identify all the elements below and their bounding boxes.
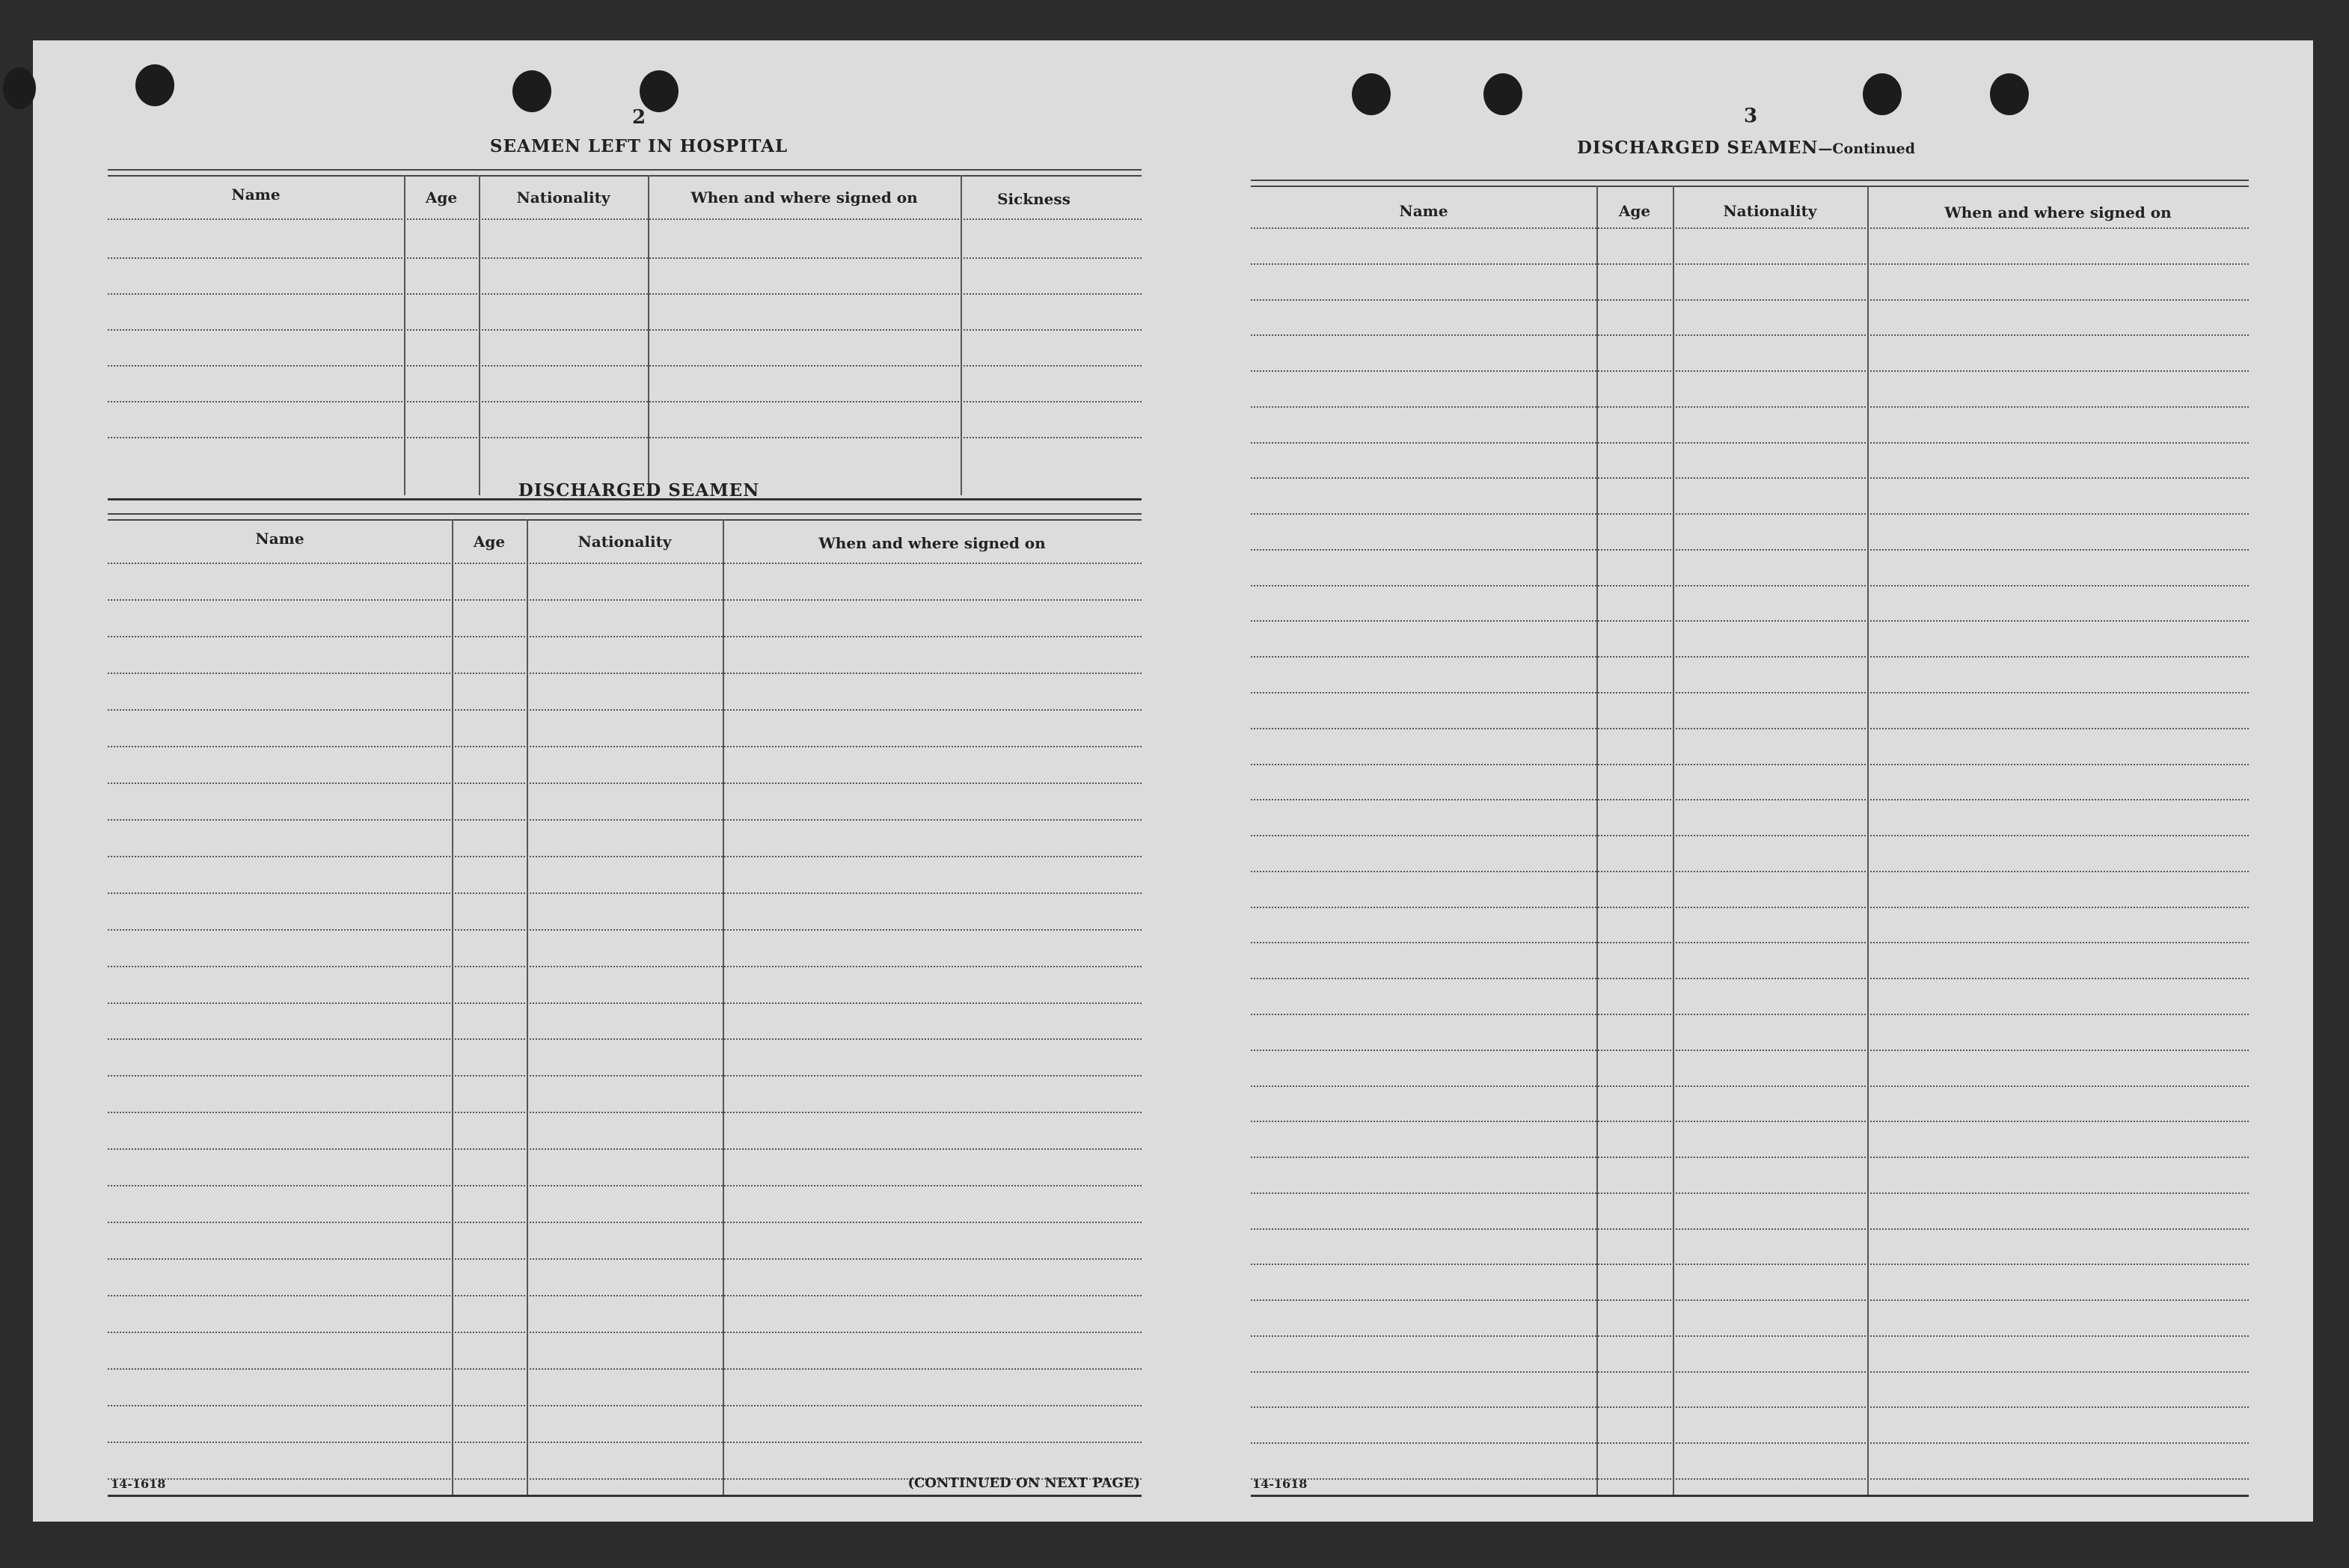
table-row (108, 1038, 1142, 1040)
column-header-age: Age (1618, 202, 1651, 220)
table-row (1251, 1085, 2249, 1087)
column-header-nationality: Nationality (1723, 202, 1817, 220)
table-row (1251, 1157, 2249, 1158)
section-title: DISCHARGED SEAMEN (518, 480, 760, 500)
table-row (1251, 1264, 2249, 1265)
discharged-table (108, 513, 1142, 1501)
section-title (1417, 138, 2075, 158)
table-row (1251, 263, 2249, 265)
table-row (1251, 585, 2249, 587)
form-number: 14-1618 (1252, 1477, 1308, 1491)
table-row (1251, 442, 2249, 444)
punch-hole-icon (512, 70, 551, 112)
table-row (1251, 620, 2249, 622)
table-row (108, 257, 1142, 259)
punch-hole-icon (1990, 73, 2029, 115)
column-header-name: Name (231, 186, 281, 203)
table-row (108, 819, 1142, 821)
table-row (108, 1332, 1142, 1333)
table-row (1251, 656, 2249, 658)
table-row (108, 1368, 1142, 1370)
table-row (108, 783, 1142, 784)
section-title: SEAMEN LEFT IN HOSPITAL (489, 136, 788, 156)
table-row (108, 709, 1142, 711)
column-header-nationality: Nationality (516, 189, 610, 206)
table-row (1251, 334, 2249, 336)
form-number: 14-1618 (111, 1477, 166, 1491)
table-row (108, 746, 1142, 747)
table-row (108, 892, 1142, 894)
table-row (1251, 370, 2249, 372)
table-row (108, 929, 1142, 931)
punch-hole-icon (1863, 73, 1902, 115)
table-row (108, 365, 1142, 367)
column-header-nationality: Nationality (578, 533, 672, 551)
column-header-signed-on: When and where signed on (690, 189, 918, 206)
table-row (1251, 728, 2249, 729)
table-row (1251, 299, 2249, 301)
table-row (1251, 1335, 2249, 1337)
table-row (1251, 764, 2249, 765)
ledger-spread (33, 40, 2313, 1522)
hospital-table (108, 169, 1142, 506)
table-row (1251, 871, 2249, 872)
table-row (1251, 799, 2249, 800)
page-number: 3 (1743, 105, 1758, 127)
section-title-text: DISCHARGED SEAMEN (1576, 138, 1819, 158)
table-row (108, 1185, 1142, 1186)
column-header-name: Name (255, 530, 304, 548)
table-row (1251, 1192, 2249, 1194)
table-row (108, 1295, 1142, 1296)
table-row (1251, 1121, 2249, 1122)
punch-hole-icon (1483, 73, 1522, 115)
page-number: 2 (631, 106, 646, 129)
table-row (1251, 549, 2249, 551)
table-row (1251, 942, 2249, 943)
table-row (1251, 1371, 2249, 1373)
table-row (1251, 1299, 2249, 1301)
table-row (1251, 978, 2249, 979)
table-row (108, 1112, 1142, 1113)
table-row (108, 1148, 1142, 1150)
table-row (1251, 1050, 2249, 1051)
table-row (108, 293, 1142, 295)
table-row (108, 437, 1142, 438)
table-row (108, 966, 1142, 967)
table-row (1251, 477, 2249, 479)
table-row (1251, 227, 2249, 229)
table-row (108, 218, 1142, 220)
column-header-age: Age (473, 533, 506, 551)
table-row (108, 401, 1142, 402)
table-row (108, 1222, 1142, 1223)
table-row (108, 636, 1142, 637)
column-header-age: Age (425, 189, 458, 206)
continued-note: (CONTINUED ON NEXT PAGE) (907, 1475, 1140, 1491)
table-row (108, 563, 1142, 564)
table-row (108, 1258, 1142, 1260)
table-row (108, 1442, 1142, 1443)
column-header-sickness: Sickness (997, 190, 1071, 208)
column-header-signed-on: When and where signed on (1944, 203, 2172, 221)
table-row (108, 1405, 1142, 1406)
table-row (108, 1002, 1142, 1004)
table-row (108, 856, 1142, 857)
punch-hole-icon (3, 67, 36, 109)
table-row (1251, 1406, 2249, 1408)
table-row (1251, 835, 2249, 836)
table-row (1251, 1014, 2249, 1015)
table-row (1251, 1228, 2249, 1230)
table-row (108, 329, 1142, 331)
table-row (1251, 1478, 2249, 1480)
section-title-suffix: —Continued (1818, 141, 1916, 157)
table-row (1251, 907, 2249, 908)
column-header-signed-on: When and where signed on (818, 534, 1046, 552)
table-row (1251, 406, 2249, 408)
punch-hole-icon (135, 64, 174, 106)
discharged-continued-table (1251, 180, 2249, 1504)
table-row (1251, 513, 2249, 515)
table-row (1251, 692, 2249, 693)
column-header-name: Name (1399, 202, 1448, 220)
table-row (108, 673, 1142, 674)
punch-hole-icon (1352, 73, 1391, 115)
table-row (1251, 1442, 2249, 1444)
table-row (108, 1075, 1142, 1077)
table-row (108, 599, 1142, 601)
